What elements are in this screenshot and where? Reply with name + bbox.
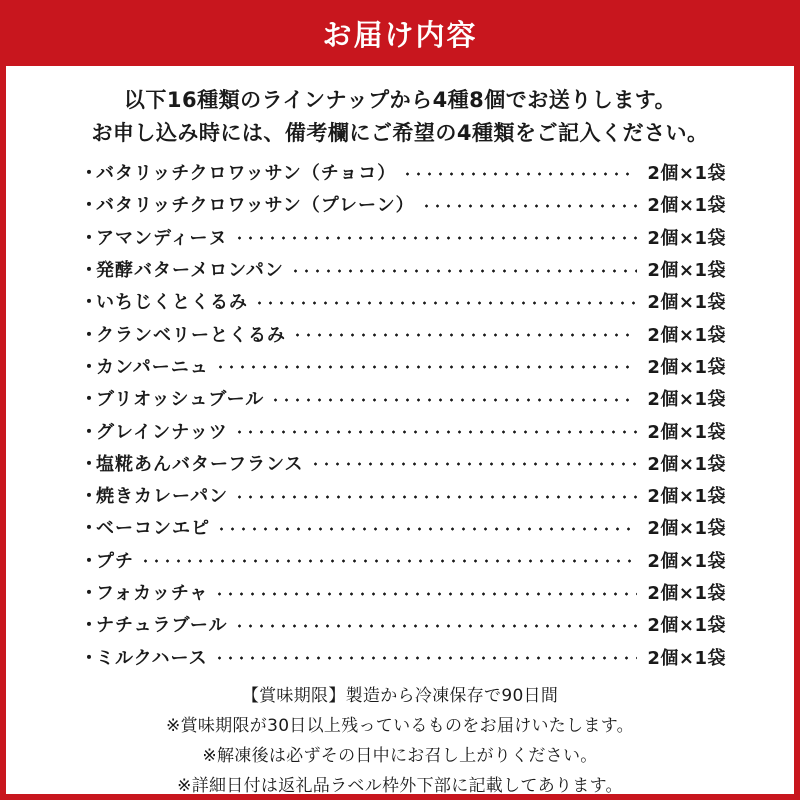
dot-leader [140,559,637,563]
list-item [80,221,726,253]
list-item [80,479,726,511]
dot-leader [254,301,637,305]
remaining-days-note: ※賞味期限が30日以上残っているものをお届けいたします。 [166,715,634,736]
list-item [80,447,726,479]
list-item [80,640,726,672]
product-quantity: 2個×1袋 [647,550,726,572]
product-quantity: 2個×1袋 [647,163,726,185]
header-bar [6,0,794,66]
product-name: ベーコンエピ [96,518,210,540]
product-quantity: 2個×1袋 [647,453,726,475]
notes-section [6,681,794,800]
product-name: ブリオッシュブール [96,389,265,411]
product-quantity: 2個×1袋 [647,260,726,282]
product-name: ミルクハース [96,647,208,669]
dot-leader [216,527,637,531]
product-quantity: 2個×1袋 [647,518,726,540]
dot-leader [402,172,637,176]
dot-leader [290,269,638,273]
product-name: グレインナッツ [96,421,228,443]
list-item [80,382,726,414]
product-quantity: 2個×1袋 [647,486,726,508]
intro-line-2: お申し込み時には、備考欄にご希望の4種類をご記入ください。 [91,121,709,145]
thawing-note: ※解凍後は必ずその日中にお召し上がりください。 [202,745,598,766]
product-name: 焼きカレーパン [96,486,229,508]
list-item [80,285,726,317]
dot-leader [234,430,638,434]
date-label-note: ※詳細日付は返礼品ラベル枠外下部に記載してあります。 [177,775,623,796]
list-bullet: ・ [80,615,98,637]
product-name: アマンディーヌ [96,227,228,249]
list-bullet: ・ [80,260,98,282]
list-bullet: ・ [80,292,98,314]
list-bullet: ・ [80,453,98,475]
product-quantity: 2個×1袋 [647,195,726,217]
content-panel [6,66,794,794]
product-name: プチ [96,550,134,572]
list-item [80,511,726,543]
product-quantity: 2個×1袋 [647,227,726,249]
product-list [6,156,794,673]
dot-leader [310,462,638,466]
dot-leader [234,624,638,628]
product-quantity: 2個×1袋 [647,583,726,604]
product-name: バタリッチクロワッサン（プレーン） [96,195,415,217]
product-quantity: 2個×1袋 [647,647,726,669]
list-bullet: ・ [80,518,98,540]
product-quantity: 2個×1袋 [647,389,726,411]
dot-leader [214,656,638,660]
list-bullet: ・ [80,421,98,443]
list-item [80,544,726,576]
intro-line-1: 以下16種類のラインナップから4種8個でお送りします。 [123,88,677,112]
product-quantity: 2個×1袋 [647,292,726,314]
dot-leader [234,236,638,240]
product-quantity: 2個×1袋 [647,324,726,346]
list-item [80,253,726,285]
dot-leader [234,495,637,499]
list-item [80,188,726,220]
product-name: バタリッチクロワッサン（チョコ） [96,163,397,185]
dot-leader [292,333,637,337]
list-bullet: ・ [80,486,98,508]
dot-leader [215,365,638,369]
list-item [80,414,726,446]
intro-text [6,84,794,150]
list-bullet: ・ [80,583,98,604]
product-name: フォカッチャ [96,583,209,604]
dot-leader [421,204,638,208]
list-bullet: ・ [80,163,98,185]
list-bullet: ・ [80,324,98,346]
list-bullet: ・ [80,647,98,669]
list-item [80,608,726,640]
list-bullet: ・ [80,389,98,411]
page-title: お届け内容 [322,17,478,52]
product-quantity: 2個×1袋 [647,421,726,443]
list-bullet: ・ [80,356,98,378]
dot-leader [270,398,637,402]
product-name: いちじくとくるみ [96,292,248,314]
product-name: ナチュラブール [96,615,228,637]
list-item [80,156,726,188]
list-bullet: ・ [80,195,98,217]
list-item [80,317,726,349]
product-name: クランベリーとくるみ [96,324,286,346]
product-quantity: 2個×1袋 [647,615,726,637]
list-bullet: ・ [80,550,98,572]
dot-leader [214,592,637,596]
list-item [80,350,726,382]
list-bullet: ・ [80,227,98,249]
product-quantity: 2個×1袋 [647,356,726,378]
list-item [80,576,726,608]
expiry-note: 【賞味期限】製造から冷凍保存で90日間 [241,685,559,706]
product-name: 発酵バターメロンパン [96,260,284,282]
product-name: カンパーニュ [96,356,209,378]
product-name: 塩糀あんバターフランス [96,453,304,475]
